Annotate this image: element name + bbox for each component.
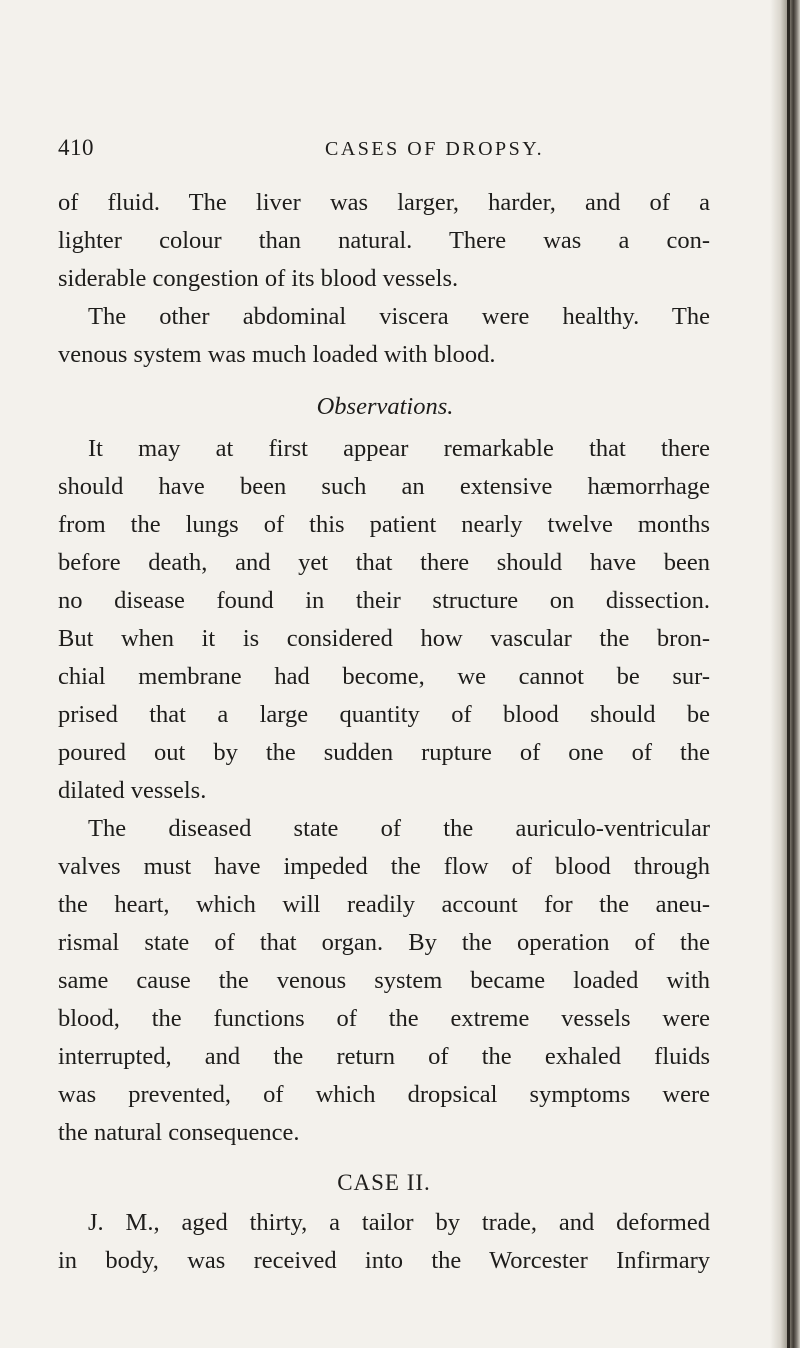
text-line: interrupted, and the return of the exhaled fluids: [58, 1043, 710, 1070]
text-line: venous system was much loaded with blood.: [58, 341, 496, 368]
text-line: the heart, which will readily account for the aneu-: [58, 891, 710, 918]
text-line: J. M., aged thirty, a tailor by trade, and deformed: [88, 1209, 710, 1236]
text-line: the natural consequence.: [58, 1119, 300, 1146]
text-line: should have been such an extensive hæmorrhage: [58, 473, 710, 500]
body-text: [58, 184, 710, 1280]
text-line: same cause the venous system became loaded with: [58, 967, 710, 994]
text-line: The diseased state of the auriculo-ventricular: [88, 815, 710, 842]
text-line: of fluid. The liver was larger, harder, and of a: [58, 189, 710, 216]
paragraph-haemorrhage: [58, 430, 710, 810]
paragraph-liver: [58, 184, 710, 298]
text-line: in body, was received into the Worcester Infirmary: [58, 1247, 710, 1274]
section-heading-case-ii: CASE II.: [337, 1170, 431, 1195]
text-line: prised that a large quantity of blood should be: [58, 701, 710, 728]
text-line: rismal state of that organ. By the operation of the: [58, 929, 710, 956]
text-line: no disease found in their structure on dissection.: [58, 587, 710, 614]
text-line: before death, and yet that there should have been: [58, 549, 710, 576]
text-line: lighter colour than natural. There was a con-: [58, 227, 710, 254]
paragraph-valves: [58, 810, 710, 1152]
text-line: chial membrane had become, we cannot be sur-: [58, 663, 710, 690]
text-line: But when it is considered how vascular the bron-: [58, 625, 710, 652]
section-heading-observations: Observations.: [316, 393, 454, 420]
text-line: poured out by the sudden rupture of one of the: [58, 739, 710, 766]
text-line: siderable congestion of its blood vessels.: [58, 265, 459, 292]
text-line: dilated vessels.: [58, 777, 207, 804]
paragraph-viscera: [58, 298, 710, 374]
text-line: The other abdominal viscera were healthy. The: [88, 303, 710, 330]
running-title: CASES OF DROPSY.: [325, 138, 545, 160]
page-edge-shadow: [770, 0, 800, 1348]
text-line: It may at first appear remarkable that there: [88, 435, 710, 462]
running-head: [0, 135, 760, 175]
page-edge-line: [787, 0, 790, 1348]
text-line: blood, the functions of the extreme vessels were: [58, 1005, 710, 1032]
paragraph-case-ii: [58, 1204, 710, 1280]
text-line: was prevented, of which dropsical symptoms were: [58, 1081, 710, 1108]
text-line: from the lungs of this patient nearly twelve months: [58, 511, 710, 538]
text-line: valves must have impeded the flow of blood through: [58, 853, 710, 880]
page-number: 410: [58, 135, 94, 160]
